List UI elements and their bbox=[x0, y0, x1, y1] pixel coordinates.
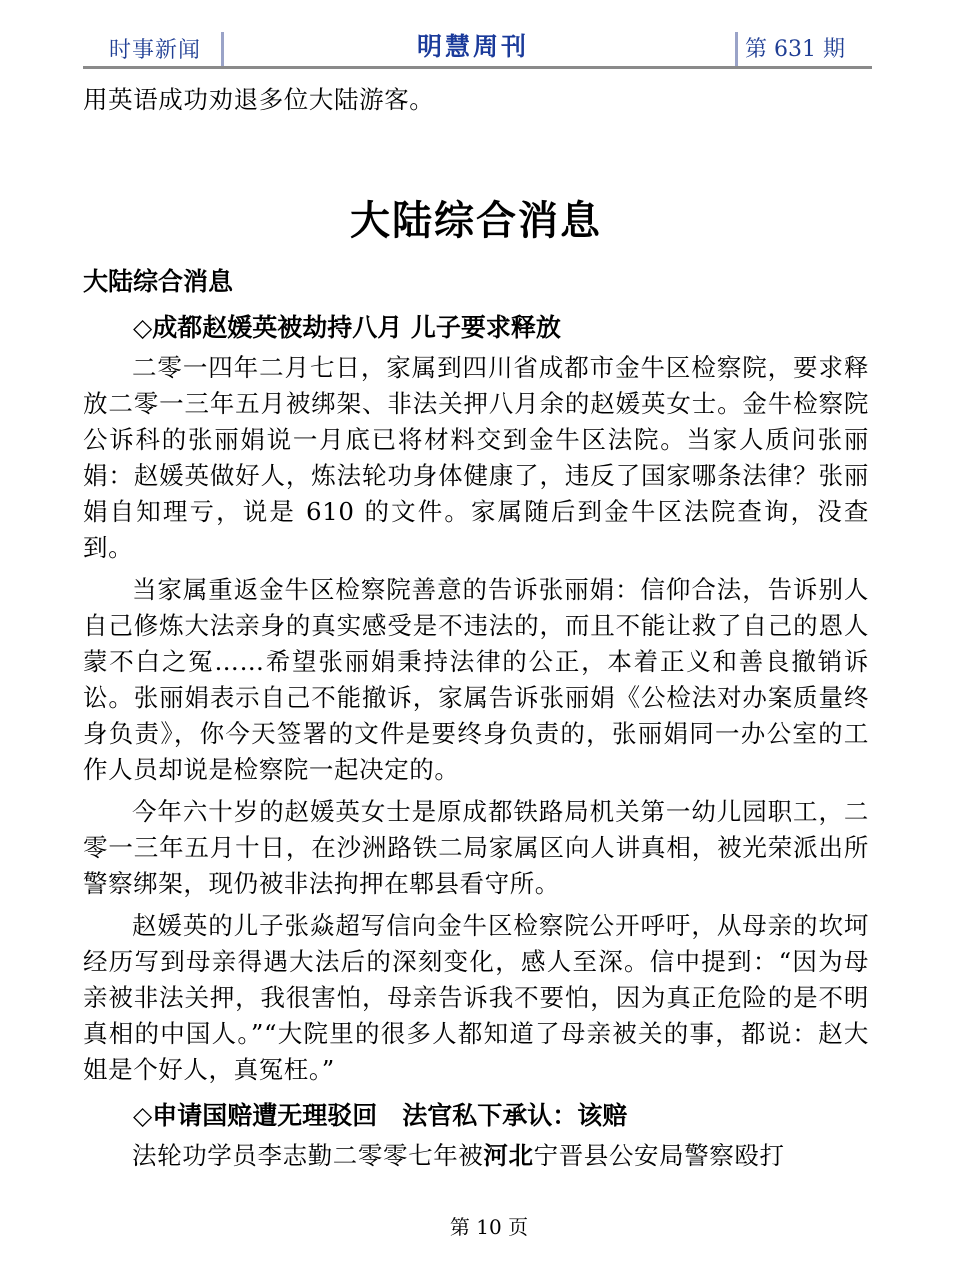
article1-paragraph-3: 今年六十岁的赵媛英女士是原成都铁路局机关第一幼儿园职工，二零一三年五月十日，在沙洲路铁二局家属区向人讲真相，被光荣派出所警察绑架，现仍被非法拘押在郫县看守所。 bbox=[83, 797, 869, 898]
page-title: 大陆综合消息 bbox=[350, 198, 602, 244]
article1-paragraph-2: 当家属重返金牛区检察院善意的告诉张丽娟：信仰合法，告诉别人自己修炼大法亲身的真实感受是不违法的，而且不能让救了自己的恩人蒙不白之冤……希望张丽娟秉持法律的公正，本着正义和善良撤销诉讼。张丽娟表示自己不能撤诉，家属告诉张丽娟《公检法对办案质量终身负责》，你今天签署的文件是要终身负责的，张丽娟同一办公室的工作人员却说是检察院一起决定的。 bbox=[83, 575, 869, 784]
page-header bbox=[83, 26, 872, 70]
article2-highlight-place: 河北 bbox=[483, 1141, 534, 1170]
article2-heading: ◇申请国赔遭无理驳回 法官私下承认：该赔 bbox=[133, 1101, 628, 1130]
section-label: 大陆综合消息 bbox=[83, 267, 234, 296]
lead-line: 用英语成功劝退多位大陆游客。 bbox=[83, 85, 435, 114]
article1-paragraph-4: 赵媛英的儿子张焱超写信向金牛区检察院公开呼吁，从母亲的坎坷经历写到母亲得遇大法后的深刻变化，感人至深。信中提到：“因为母亲被非法关押，我很害怕，母亲告诉我不要怕，因为真正危险的是不明真相的中国人。”“大院里的很多人都知道了母亲被关的事，都说：赵大姐是个好人，真冤枉。” bbox=[83, 911, 869, 1084]
header-publication-title: 明慧周刊 bbox=[416, 32, 529, 61]
header-issue-number: 第 631 期 bbox=[745, 37, 845, 62]
article2-text-after: 宁晋县公安局警察殴打 bbox=[533, 1141, 785, 1170]
header-section-name: 时事新闻 bbox=[109, 38, 202, 63]
article1-heading: ◇成都赵媛英被劫持八月 儿子要求释放 bbox=[133, 313, 561, 342]
header-rule bbox=[83, 66, 872, 69]
page-number: 第 10 页 bbox=[449, 1215, 529, 1239]
header-divider-left bbox=[221, 32, 224, 66]
header-divider-right bbox=[735, 32, 738, 66]
article2-paragraph-1 bbox=[83, 1138, 869, 1174]
article2-text-before: 法轮功学员李志勤二零零七年被 bbox=[132, 1141, 484, 1170]
page-content bbox=[83, 82, 869, 1174]
article1-paragraph-1: 二零一四年二月七日，家属到四川省成都市金牛区检察院，要求释放二零一三年五月被绑架、非法关押八月余的赵媛英女士。金牛检察院公诉科的张丽娟说一月底已将材料交到金牛区法院。当家人质问张丽娟：赵媛英做好人，炼法轮功身体健康了，违反了国家哪条法律？张丽娟自知理亏，说是 610 的文件。家属随后到金牛区法院查询，没查到。 bbox=[83, 353, 869, 562]
